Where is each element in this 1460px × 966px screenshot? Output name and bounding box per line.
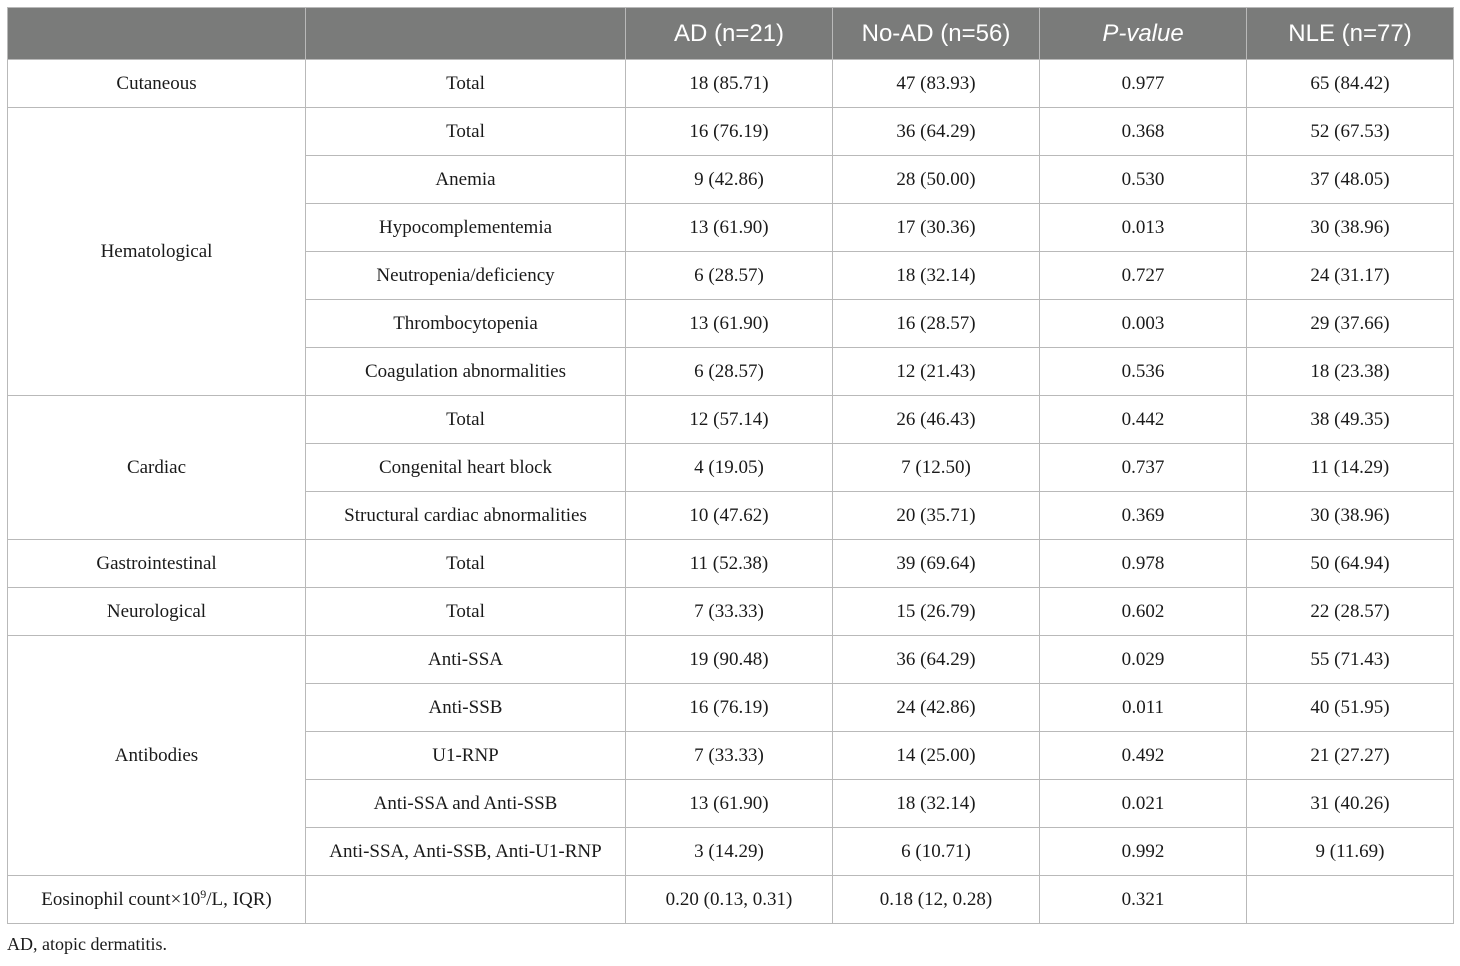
item-cell: Coagulation abnormalities	[306, 348, 626, 396]
p-value-cell: 0.992	[1040, 828, 1247, 876]
eosinophil-p-value: 0.321	[1040, 876, 1247, 924]
no-ad-cell: 12 (21.43)	[833, 348, 1040, 396]
category-cell: Neurological	[8, 588, 306, 636]
item-cell: Total	[306, 588, 626, 636]
nle-cell: 22 (28.57)	[1247, 588, 1454, 636]
item-cell: Total	[306, 540, 626, 588]
item-cell: Anti-SSB	[306, 684, 626, 732]
no-ad-cell: 15 (26.79)	[833, 588, 1040, 636]
ad-cell: 4 (19.05)	[626, 444, 833, 492]
header-ad: AD (n=21)	[626, 8, 833, 60]
p-value-cell: 0.003	[1040, 300, 1247, 348]
nle-cell: 21 (27.27)	[1247, 732, 1454, 780]
eosinophil-label-pre: Eosinophil count×10	[41, 888, 201, 910]
item-cell: Neutropenia/deficiency	[306, 252, 626, 300]
no-ad-cell: 28 (50.00)	[833, 156, 1040, 204]
no-ad-cell: 20 (35.71)	[833, 492, 1040, 540]
category-cell: Cutaneous	[8, 60, 306, 108]
ad-cell: 12 (57.14)	[626, 396, 833, 444]
nle-cell: 30 (38.96)	[1247, 204, 1454, 252]
p-value-cell: 0.978	[1040, 540, 1247, 588]
item-cell: Total	[306, 60, 626, 108]
eosinophil-label	[8, 876, 306, 924]
nle-cell: 65 (84.42)	[1247, 60, 1454, 108]
ad-cell: 16 (76.19)	[626, 108, 833, 156]
p-value-cell: 0.442	[1040, 396, 1247, 444]
item-cell: Total	[306, 108, 626, 156]
header-item	[306, 8, 626, 60]
no-ad-cell: 6 (10.71)	[833, 828, 1040, 876]
item-cell: Structural cardiac abnormalities	[306, 492, 626, 540]
no-ad-cell: 18 (32.14)	[833, 780, 1040, 828]
item-cell: Congenital heart block	[306, 444, 626, 492]
header-p-value: P-value	[1040, 8, 1247, 60]
nle-cell: 29 (37.66)	[1247, 300, 1454, 348]
ad-cell: 7 (33.33)	[626, 732, 833, 780]
table-row	[8, 60, 1454, 108]
table-row	[8, 108, 1454, 156]
no-ad-cell: 36 (64.29)	[833, 108, 1040, 156]
table-row	[8, 540, 1454, 588]
no-ad-cell: 16 (28.57)	[833, 300, 1040, 348]
ad-cell: 7 (33.33)	[626, 588, 833, 636]
nle-cell: 37 (48.05)	[1247, 156, 1454, 204]
table-footnote: AD, atopic dermatitis.	[7, 934, 167, 954]
eosinophil-label-sup: 9	[200, 886, 207, 901]
nle-cell: 18 (23.38)	[1247, 348, 1454, 396]
category-cell: Gastrointestinal	[8, 540, 306, 588]
ad-cell: 9 (42.86)	[626, 156, 833, 204]
no-ad-cell: 7 (12.50)	[833, 444, 1040, 492]
eosinophil-ad: 0.20 (0.13, 0.31)	[626, 876, 833, 924]
nle-cell: 38 (49.35)	[1247, 396, 1454, 444]
nle-cell: 55 (71.43)	[1247, 636, 1454, 684]
p-value-cell: 0.492	[1040, 732, 1247, 780]
category-cell: Antibodies	[8, 636, 306, 876]
no-ad-cell: 17 (30.36)	[833, 204, 1040, 252]
header-category	[8, 8, 306, 60]
p-value-cell: 0.727	[1040, 252, 1247, 300]
category-cell: Hematological	[8, 108, 306, 396]
no-ad-cell: 18 (32.14)	[833, 252, 1040, 300]
item-cell: Total	[306, 396, 626, 444]
nle-cell: 40 (51.95)	[1247, 684, 1454, 732]
item-cell: Anemia	[306, 156, 626, 204]
no-ad-cell: 39 (69.64)	[833, 540, 1040, 588]
no-ad-cell: 14 (25.00)	[833, 732, 1040, 780]
no-ad-cell: 24 (42.86)	[833, 684, 1040, 732]
eosinophil-label-post: /L, IQR)	[206, 888, 272, 910]
table-row	[8, 396, 1454, 444]
table-header	[8, 8, 1454, 60]
table-row	[8, 588, 1454, 636]
ad-cell: 6 (28.57)	[626, 252, 833, 300]
item-cell: Anti-SSA, Anti-SSB, Anti-U1-RNP	[306, 828, 626, 876]
ad-cell: 16 (76.19)	[626, 684, 833, 732]
ad-cell: 13 (61.90)	[626, 780, 833, 828]
nle-cell: 50 (64.94)	[1247, 540, 1454, 588]
p-value-cell: 0.021	[1040, 780, 1247, 828]
ad-cell: 13 (61.90)	[626, 204, 833, 252]
ad-cell: 10 (47.62)	[626, 492, 833, 540]
nle-cell: 30 (38.96)	[1247, 492, 1454, 540]
p-value-cell: 0.013	[1040, 204, 1247, 252]
p-value-cell: 0.602	[1040, 588, 1247, 636]
item-cell: Hypocomplementemia	[306, 204, 626, 252]
item-cell: Anti-SSA and Anti-SSB	[306, 780, 626, 828]
eosinophil-no-ad: 0.18 (12, 0.28)	[833, 876, 1040, 924]
item-cell: U1-RNP	[306, 732, 626, 780]
ad-cell: 11 (52.38)	[626, 540, 833, 588]
no-ad-cell: 26 (46.43)	[833, 396, 1040, 444]
ad-cell: 19 (90.48)	[626, 636, 833, 684]
p-value-cell: 0.369	[1040, 492, 1247, 540]
nle-cell: 24 (31.17)	[1247, 252, 1454, 300]
ad-cell: 6 (28.57)	[626, 348, 833, 396]
eosinophil-nle	[1247, 876, 1454, 924]
p-value-cell: 0.011	[1040, 684, 1247, 732]
nle-cell: 31 (40.26)	[1247, 780, 1454, 828]
category-cell: Cardiac	[8, 396, 306, 540]
no-ad-cell: 47 (83.93)	[833, 60, 1040, 108]
p-value-cell: 0.977	[1040, 60, 1247, 108]
eosinophil-row	[8, 876, 1454, 924]
p-value-cell: 0.029	[1040, 636, 1247, 684]
p-value-cell: 0.368	[1040, 108, 1247, 156]
p-value-cell: 0.737	[1040, 444, 1247, 492]
item-cell: Thrombocytopenia	[306, 300, 626, 348]
p-value-cell: 0.536	[1040, 348, 1247, 396]
nle-cell: 9 (11.69)	[1247, 828, 1454, 876]
ad-cell: 13 (61.90)	[626, 300, 833, 348]
ad-cell: 18 (85.71)	[626, 60, 833, 108]
header-no-ad: No-AD (n=56)	[833, 8, 1040, 60]
table-row	[8, 636, 1454, 684]
no-ad-cell: 36 (64.29)	[833, 636, 1040, 684]
results-table	[7, 7, 1454, 924]
results-table-container	[7, 7, 1453, 924]
nle-cell: 11 (14.29)	[1247, 444, 1454, 492]
nle-cell: 52 (67.53)	[1247, 108, 1454, 156]
item-cell: Anti-SSA	[306, 636, 626, 684]
header-row	[8, 8, 1454, 60]
header-nle: NLE (n=77)	[1247, 8, 1454, 60]
ad-cell: 3 (14.29)	[626, 828, 833, 876]
table-body	[8, 60, 1454, 924]
p-value-cell: 0.530	[1040, 156, 1247, 204]
eosinophil-item	[306, 876, 626, 924]
